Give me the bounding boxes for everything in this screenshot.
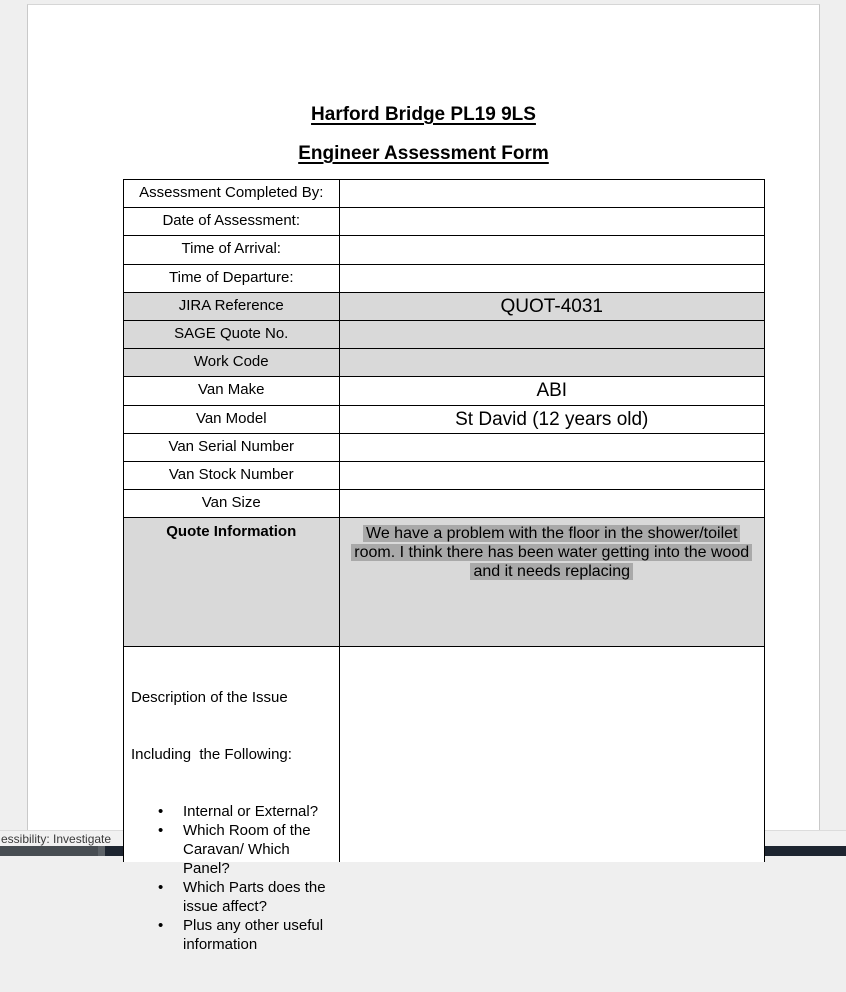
table-row (124, 180, 764, 208)
description-bullet-list (131, 802, 335, 954)
row-value[interactable] (340, 180, 765, 207)
description-row (124, 647, 764, 954)
row-label[interactable]: Van Model (124, 406, 340, 433)
accessibility-status[interactable]: essibility: Investigate (1, 831, 112, 846)
taskbar-divider-segment (98, 846, 105, 856)
row-label[interactable]: Van Serial Number (124, 434, 340, 461)
row-label[interactable]: Work Code (124, 349, 340, 376)
description-bullet-item: • Which Room of the Caravan/ Which Panel? (183, 821, 331, 878)
quote-text-line: and it needs replacing (340, 562, 765, 581)
table-row (124, 349, 764, 377)
row-value[interactable]: QUOT-4031 (500, 295, 603, 317)
row-value[interactable] (340, 208, 765, 235)
table-row (124, 208, 764, 236)
row-value[interactable] (340, 321, 765, 348)
row-value[interactable]: ABI (536, 380, 568, 402)
row-value[interactable] (340, 434, 765, 461)
table-row (124, 236, 764, 264)
table-row (124, 434, 764, 462)
quote-text-line: room. I think there has been water getting into the wood (340, 543, 765, 562)
description-intro-line-2: Including the Following: (131, 746, 292, 764)
table-row (124, 321, 764, 349)
row-label[interactable]: Assessment Completed By: (124, 180, 340, 207)
description-bullet-item: • Plus any other useful information (183, 916, 331, 954)
quote-information-row (124, 518, 764, 647)
assessment-table-body (124, 180, 764, 518)
quote-information-value[interactable] (340, 518, 765, 646)
row-label[interactable]: Time of Arrival: (124, 236, 340, 263)
description-value-cell[interactable] (340, 647, 765, 862)
quote-text-line: We have a problem with the floor in the shower/toilet (340, 524, 765, 543)
row-label[interactable]: Time of Departure: (124, 265, 340, 292)
table-row (124, 265, 764, 293)
row-value[interactable]: St David (12 years old) (455, 408, 649, 430)
table-row (124, 377, 764, 405)
row-label[interactable]: SAGE Quote No. (124, 321, 340, 348)
description-bullet-item: • Which Parts does the issue affect? (183, 878, 331, 916)
assessment-table (123, 179, 765, 954)
row-value[interactable] (340, 265, 765, 292)
description-bullet-item: • Internal or External? (183, 802, 331, 821)
table-row (124, 293, 764, 321)
row-value[interactable] (340, 462, 765, 489)
table-row (124, 406, 764, 434)
row-label[interactable]: Date of Assessment: (124, 208, 340, 235)
quote-information-label[interactable]: Quote Information (124, 518, 340, 646)
row-label[interactable]: Van Size (124, 490, 340, 517)
taskbar-app-segment[interactable] (0, 846, 98, 856)
table-row (124, 462, 764, 490)
row-value[interactable] (340, 349, 765, 376)
document-title-location[interactable]: Harford Bridge PL19 9LS (311, 104, 536, 125)
document-title-form-name[interactable]: Engineer Assessment Form (298, 143, 549, 164)
row-value[interactable] (340, 236, 765, 263)
description-intro-line-1: Description of the Issue (131, 689, 288, 707)
table-row (124, 490, 764, 518)
row-label[interactable]: Van Stock Number (124, 462, 340, 489)
row-label[interactable]: Van Make (124, 377, 340, 404)
row-value[interactable] (340, 490, 765, 517)
description-label-cell[interactable] (124, 647, 340, 954)
row-label[interactable]: JIRA Reference (124, 293, 340, 320)
